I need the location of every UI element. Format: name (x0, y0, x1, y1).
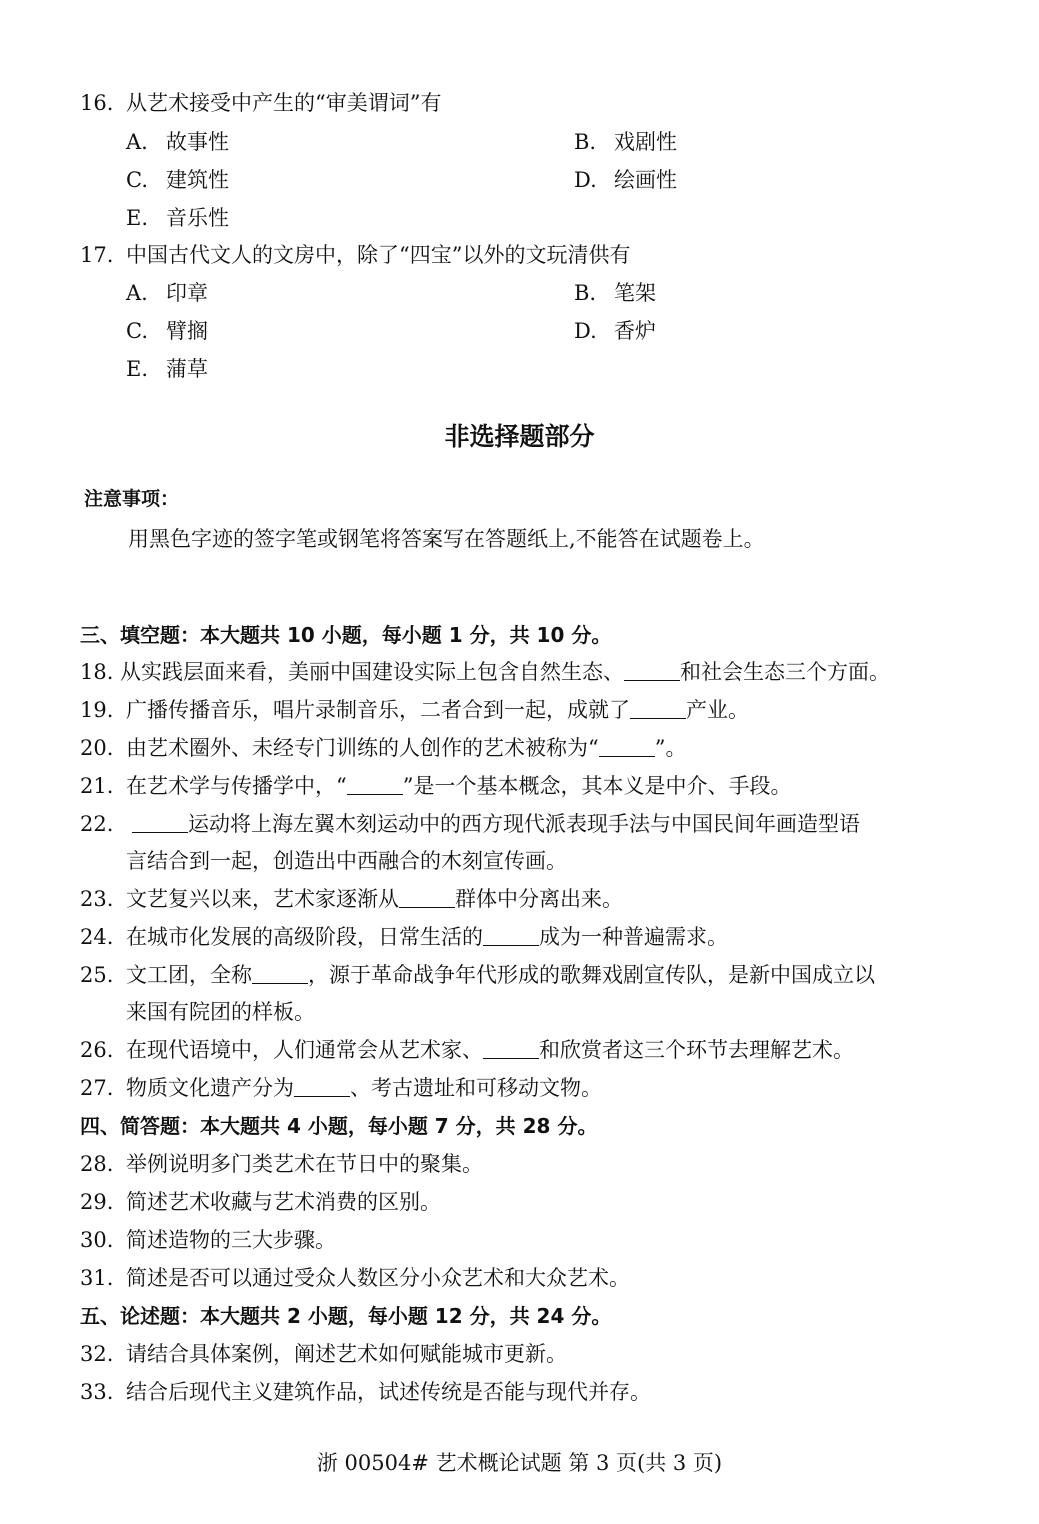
option-16c: C. 建筑性 (126, 168, 229, 192)
question-28: 28. 举例说明多门类艺术在节日中的聚集。 (80, 1152, 483, 1176)
answer-blank[interactable] (294, 1074, 350, 1097)
part3-heading: 三、填空题：本大题共 10 小题，每小题 1 分，共 10 分。 (80, 623, 612, 647)
question-25: 25. 文工团，全称 ，源于革命战争年代形成的歌舞戏剧宣传队，是新中国成立以 (80, 963, 875, 987)
answer-blank[interactable] (399, 885, 455, 908)
option-17d: D. 香炉 (574, 319, 656, 343)
question-30: 30. 简述造物的三大步骤。 (80, 1228, 336, 1252)
part5-heading: 五、论述题：本大题共 2 小题，每小题 12 分，共 24 分。 (80, 1304, 612, 1328)
question-26: 26. 在现代语境中，人们通常会从艺术家、 和欣赏者这三个环节去理解艺术。 (80, 1038, 854, 1062)
question-19: 19. 广播传播音乐，唱片录制音乐，二者合到一起，成就了 产业。 (80, 698, 749, 722)
question-23: 23. 文艺复兴以来，艺术家逐渐从 群体中分离出来。 (80, 887, 623, 911)
answer-blank[interactable] (252, 961, 308, 984)
page-footer: 浙 00504# 艺术概论试题 第 3 页(共 3 页) (316, 1451, 723, 1475)
question-text: 中国古代文人的文房中，除了“四宝”以外的文玩清供有 (126, 243, 631, 267)
question-21: 21. 在艺术学与传播学中，“ ”是一个基本概念，其本义是中介、手段。 (80, 774, 792, 798)
option-17b: B. 笔架 (574, 281, 656, 305)
question-22-continued: 言结合到一起，创造出中西融合的木刻宣传画。 (126, 849, 567, 873)
question-32: 32. 请结合具体案例，阐述艺术如何赋能城市更新。 (80, 1342, 567, 1366)
question-text: 从艺术接受中产生的“审美谓词”有 (126, 91, 442, 115)
answer-blank[interactable] (630, 696, 686, 719)
question-18: 18. 从实践层面来看，美丽中国建设实际上包含自然生态、 和社会生态三个方面。 (80, 660, 890, 684)
notice-text: 用黑色字迹的签字笔或钢笔将答案写在答题纸上,不能答在试题卷上。 (128, 527, 765, 551)
answer-blank[interactable] (483, 1036, 539, 1059)
question-24: 24. 在城市化发展的高级阶段，日常生活的 成为一种普遍需求。 (80, 925, 728, 949)
question-16 (80, 88, 999, 118)
question-31: 31. 简述是否可以通过受众人数区分小众艺术和大众艺术。 (80, 1266, 630, 1290)
option-16e: E. 音乐性 (126, 206, 229, 230)
option-16b: B. 戏剧性 (574, 130, 677, 154)
question-17 (80, 240, 999, 270)
answer-blank[interactable] (132, 810, 188, 833)
notice-heading: 注意事项： (84, 488, 180, 510)
answer-blank[interactable] (347, 772, 403, 795)
option-17a: A. 印章 (126, 281, 208, 305)
option-16d: D. 绘画性 (574, 168, 677, 192)
question-number: 17. (80, 243, 114, 267)
option-17c: C. 臂搁 (126, 319, 208, 343)
answer-blank[interactable] (483, 923, 539, 946)
question-20: 20. 由艺术圈外、未经专门训练的人创作的艺术被称为“ ”。 (80, 736, 687, 760)
option-16a: A. 故事性 (126, 130, 229, 154)
question-33: 33. 结合后现代主义建筑作品，试述传统是否能与现代并存。 (80, 1380, 651, 1404)
question-29: 29. 简述艺术收藏与艺术消费的区别。 (80, 1190, 441, 1214)
part4-heading: 四、简答题：本大题共 4 小题，每小题 7 分，共 28 分。 (80, 1114, 598, 1138)
option-17e: E. 蒲草 (126, 357, 208, 381)
section-title: 非选择题部分 (444, 422, 595, 451)
question-27: 27. 物质文化遗产分为 、考古遗址和可移动文物。 (80, 1076, 602, 1100)
question-number: 16. (80, 91, 114, 115)
answer-blank[interactable] (599, 734, 655, 757)
question-25-continued: 来国有院团的样板。 (126, 1000, 315, 1024)
question-22: 22. 运动将上海左翼木刻运动中的西方现代派表现手法与中国民间年画造型语 (80, 812, 860, 836)
answer-blank[interactable] (624, 658, 680, 681)
